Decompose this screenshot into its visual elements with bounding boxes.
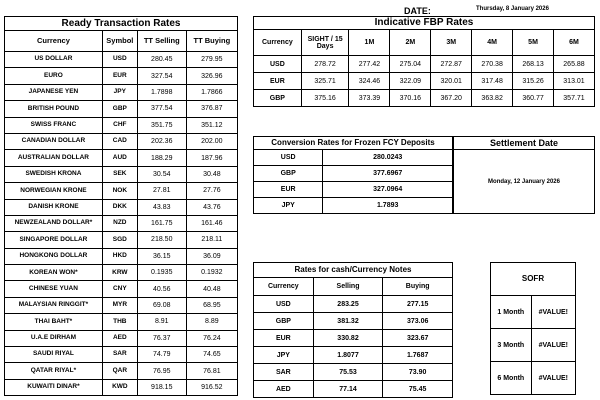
ready-rates-cell: 188.29 xyxy=(137,150,186,166)
fbp-cell: USD xyxy=(254,56,302,73)
settlement-date-table xyxy=(453,136,595,214)
ready-header-tt-buying: TT Buying xyxy=(186,31,237,52)
ready-rates-cell: 351.75 xyxy=(137,117,186,133)
ready-rates-cell: 218.11 xyxy=(186,232,237,248)
fbp-cell: GBP xyxy=(254,90,302,107)
cash-cell: 1.7687 xyxy=(383,347,453,364)
conversion-cell: 280.0243 xyxy=(323,150,453,166)
ready-transaction-rates-table xyxy=(4,16,238,396)
cash-cell: SAR xyxy=(254,364,314,381)
cash-cell: 373.06 xyxy=(383,313,453,330)
ready-rates-cell: 279.95 xyxy=(186,52,237,68)
fbp-header-sight: SIGHT / 15 Days xyxy=(301,30,349,56)
ready-rates-cell: 76.95 xyxy=(137,363,186,379)
sofr-cell: 3 Month xyxy=(491,329,532,362)
fbp-cell: 277.42 xyxy=(349,56,390,73)
ready-rates-cell: CNY xyxy=(102,281,137,297)
sofr-row xyxy=(491,296,576,329)
fbp-cell: 324.46 xyxy=(349,73,390,90)
ready-rates-cell: JPY xyxy=(102,84,137,100)
cash-cell: GBP xyxy=(254,313,314,330)
cash-cell: 381.32 xyxy=(313,313,383,330)
cash-cell: 330.82 xyxy=(313,330,383,347)
ready-rates-cell: KRW xyxy=(102,265,137,281)
ready-rates-body xyxy=(5,52,238,396)
ready-rates-cell: 76.81 xyxy=(186,363,237,379)
sofr-cell: #VALUE! xyxy=(531,362,575,395)
ready-rates-cell: 0.1935 xyxy=(137,265,186,281)
settlement-date-value: Monday, 12 January 2026 xyxy=(454,150,595,214)
fbp-cell: 325.71 xyxy=(301,73,349,90)
fbp-cell: 275.04 xyxy=(390,56,431,73)
ready-rates-row xyxy=(5,215,238,231)
ready-header-currency: Currency xyxy=(5,31,103,52)
ready-rates-cell: 0.1932 xyxy=(186,265,237,281)
ready-rates-cell: SAR xyxy=(102,347,137,363)
fbp-header-row xyxy=(254,30,595,56)
ready-rates-row xyxy=(5,379,238,395)
ready-rates-row xyxy=(5,117,238,133)
ready-rates-row xyxy=(5,133,238,149)
ready-rates-cell: 202.36 xyxy=(137,133,186,149)
cash-cell: 1.8077 xyxy=(313,347,383,364)
ready-rates-cell: 161.46 xyxy=(186,215,237,231)
fbp-cell: 268.13 xyxy=(513,56,554,73)
settlement-title: Settlement Date xyxy=(454,137,595,150)
date-value: Thursday, 8 January 2026 xyxy=(476,6,549,12)
cash-row xyxy=(254,296,453,313)
ready-rates-cell: SAUDI RIYAL xyxy=(5,347,103,363)
conversion-row xyxy=(254,150,453,166)
fbp-cell: 370.16 xyxy=(390,90,431,107)
fbp-cell: EUR xyxy=(254,73,302,90)
ready-rates-cell: 43.76 xyxy=(186,199,237,215)
conversion-cell: 327.0964 xyxy=(323,182,453,198)
fbp-cell: 373.39 xyxy=(349,90,390,107)
conversion-row xyxy=(254,166,453,182)
conversion-row xyxy=(254,198,453,214)
ready-rates-cell: AUSTRALIAN DOLLAR xyxy=(5,150,103,166)
ready-rates-cell: 376.87 xyxy=(186,101,237,117)
fbp-cell: 322.09 xyxy=(390,73,431,90)
cash-body xyxy=(254,296,453,398)
ready-header-tt-selling: TT Selling xyxy=(137,31,186,52)
ready-rates-row xyxy=(5,248,238,264)
ready-rates-cell: 916.52 xyxy=(186,379,237,395)
ready-rates-cell: 327.54 xyxy=(137,68,186,84)
ready-rates-cell: EURO xyxy=(5,68,103,84)
cash-row xyxy=(254,347,453,364)
ready-rates-cell: HKD xyxy=(102,248,137,264)
fbp-row xyxy=(254,73,595,90)
ready-rates-cell: 27.76 xyxy=(186,183,237,199)
ready-rates-row xyxy=(5,297,238,313)
ready-rates-cell: 8.91 xyxy=(137,314,186,330)
sofr-title: SOFR xyxy=(491,263,576,296)
ready-rates-cell: SWEDISH KRONA xyxy=(5,166,103,182)
conversion-cell: 377.6967 xyxy=(323,166,453,182)
conversion-body xyxy=(254,150,453,214)
cash-row xyxy=(254,364,453,381)
fbp-header-currency: Currency xyxy=(254,30,302,56)
ready-rates-row xyxy=(5,347,238,363)
ready-rates-row xyxy=(5,281,238,297)
ready-rates-cell: NOK xyxy=(102,183,137,199)
cash-row xyxy=(254,330,453,347)
ready-rates-cell: 76.24 xyxy=(186,330,237,346)
fbp-cell: 317.48 xyxy=(472,73,513,90)
ready-rates-cell: 76.37 xyxy=(137,330,186,346)
cash-cell: USD xyxy=(254,296,314,313)
fbp-cell: 360.77 xyxy=(513,90,554,107)
ready-rates-row xyxy=(5,363,238,379)
fbp-row xyxy=(254,90,595,107)
ready-rates-cell: CAD xyxy=(102,133,137,149)
ready-rates-cell: GBP xyxy=(102,101,137,117)
ready-rates-cell: 74.65 xyxy=(186,347,237,363)
sofr-cell: 6 Month xyxy=(491,362,532,395)
cash-cell: EUR xyxy=(254,330,314,347)
ready-rates-cell: CHINESE YUAN xyxy=(5,281,103,297)
ready-rates-row xyxy=(5,232,238,248)
conversion-row xyxy=(254,182,453,198)
ready-rates-cell: 351.12 xyxy=(186,117,237,133)
cash-header-buying: Buying xyxy=(383,278,453,296)
conversion-cell: EUR xyxy=(254,182,323,198)
ready-rates-cell: KUWAITI DINAR* xyxy=(5,379,103,395)
fbp-header-5m: 5M xyxy=(513,30,554,56)
ready-rates-cell: 8.89 xyxy=(186,314,237,330)
ready-rates-cell: 27.81 xyxy=(137,183,186,199)
cash-cell: 323.67 xyxy=(383,330,453,347)
sofr-cell: #VALUE! xyxy=(531,296,575,329)
ready-rates-cell: 43.83 xyxy=(137,199,186,215)
ready-rates-cell: 30.54 xyxy=(137,166,186,182)
cash-row xyxy=(254,381,453,398)
fbp-header-4m: 4M xyxy=(472,30,513,56)
ready-rates-cell: 377.54 xyxy=(137,101,186,117)
ready-rates-cell: EUR xyxy=(102,68,137,84)
conversion-rates-table xyxy=(253,136,453,214)
ready-rates-cell: DKK xyxy=(102,199,137,215)
ready-rates-cell: MYR xyxy=(102,297,137,313)
ready-header-symbol: Symbol xyxy=(102,31,137,52)
cash-title: Rates for cash/Currency Notes xyxy=(254,263,453,278)
cash-cell: 283.25 xyxy=(313,296,383,313)
ready-rates-cell: MALAYSIAN RINGGIT* xyxy=(5,297,103,313)
ready-rates-cell: JAPANESE YEN xyxy=(5,84,103,100)
conversion-cell: GBP xyxy=(254,166,323,182)
ready-rates-cell: BRITISH POUND xyxy=(5,101,103,117)
ready-rates-cell: DANISH KRONE xyxy=(5,199,103,215)
fbp-header-1m: 1M xyxy=(349,30,390,56)
ready-rates-cell: HONGKONG DOLLAR xyxy=(5,248,103,264)
cash-cell: 73.90 xyxy=(383,364,453,381)
ready-rates-row xyxy=(5,314,238,330)
cash-cell: 277.15 xyxy=(383,296,453,313)
ready-rates-cell: US DOLLAR xyxy=(5,52,103,68)
cash-cell: JPY xyxy=(254,347,314,364)
ready-rates-cell: 280.45 xyxy=(137,52,186,68)
ready-rates-row xyxy=(5,166,238,182)
cash-header-currency: Currency xyxy=(254,278,314,296)
cash-cell: AED xyxy=(254,381,314,398)
ready-rates-header-row xyxy=(5,31,238,52)
ready-rates-cell: NZD xyxy=(102,215,137,231)
fbp-cell: 278.72 xyxy=(301,56,349,73)
ready-rates-cell: 40.48 xyxy=(186,281,237,297)
sofr-body xyxy=(491,296,576,395)
ready-rates-cell: 326.96 xyxy=(186,68,237,84)
conversion-cell: 1.7893 xyxy=(323,198,453,214)
sofr-cell: #VALUE! xyxy=(531,329,575,362)
ready-rates-cell: KWD xyxy=(102,379,137,395)
ready-rates-cell: AED xyxy=(102,330,137,346)
ready-rates-cell: QATAR RIYAL* xyxy=(5,363,103,379)
ready-rates-row xyxy=(5,199,238,215)
ready-rates-cell: CHF xyxy=(102,117,137,133)
cash-cell: 75.45 xyxy=(383,381,453,398)
ready-rates-cell: 36.09 xyxy=(186,248,237,264)
ready-rates-row xyxy=(5,183,238,199)
ready-rates-title: Ready Transaction Rates xyxy=(5,17,238,31)
ready-rates-cell: 68.95 xyxy=(186,297,237,313)
ready-rates-cell: 187.96 xyxy=(186,150,237,166)
fbp-cell: 367.20 xyxy=(431,90,472,107)
conversion-cell: USD xyxy=(254,150,323,166)
ready-rates-cell: SEK xyxy=(102,166,137,182)
ready-rates-cell: 74.79 xyxy=(137,347,186,363)
ready-rates-cell: 161.75 xyxy=(137,215,186,231)
cash-row xyxy=(254,313,453,330)
ready-rates-cell: 218.50 xyxy=(137,232,186,248)
ready-rates-cell: 202.00 xyxy=(186,133,237,149)
ready-rates-cell: 30.48 xyxy=(186,166,237,182)
cash-header-selling: Selling xyxy=(313,278,383,296)
fbp-header-3m: 3M xyxy=(431,30,472,56)
ready-rates-row xyxy=(5,68,238,84)
cash-rates-table xyxy=(253,262,453,398)
fbp-cell: 313.01 xyxy=(554,73,595,90)
ready-rates-cell: AUD xyxy=(102,150,137,166)
fbp-cell: 375.16 xyxy=(301,90,349,107)
ready-rates-row xyxy=(5,265,238,281)
ready-rates-cell: THB xyxy=(102,314,137,330)
ready-rates-row xyxy=(5,150,238,166)
ready-rates-cell: 40.56 xyxy=(137,281,186,297)
ready-rates-cell: SWISS FRANC xyxy=(5,117,103,133)
fbp-body xyxy=(254,56,595,107)
fbp-cell: 320.01 xyxy=(431,73,472,90)
cash-header-row xyxy=(254,278,453,296)
ready-rates-row xyxy=(5,330,238,346)
conversion-cell: JPY xyxy=(254,198,323,214)
cash-cell: 77.14 xyxy=(313,381,383,398)
fbp-cell: 270.38 xyxy=(472,56,513,73)
fbp-title: Indicative FBP Rates xyxy=(254,17,595,30)
ready-rates-cell: SINGAPORE DOLLAR xyxy=(5,232,103,248)
ready-rates-cell: CANADIAN DOLLAR xyxy=(5,133,103,149)
sofr-cell: 1 Month xyxy=(491,296,532,329)
ready-rates-cell: 918.15 xyxy=(137,379,186,395)
ready-rates-cell: U.A.E DIRHAM xyxy=(5,330,103,346)
ready-rates-cell: 36.15 xyxy=(137,248,186,264)
ready-rates-row xyxy=(5,52,238,68)
ready-rates-cell: QAR xyxy=(102,363,137,379)
date-label: DATE: xyxy=(404,6,431,16)
fbp-header-2m: 2M xyxy=(390,30,431,56)
fbp-cell: 265.88 xyxy=(554,56,595,73)
ready-rates-cell: SGD xyxy=(102,232,137,248)
ready-rates-cell: KOREAN WON* xyxy=(5,265,103,281)
fbp-cell: 272.87 xyxy=(431,56,472,73)
fbp-cell: 357.71 xyxy=(554,90,595,107)
sofr-table xyxy=(490,262,576,395)
ready-rates-cell: USD xyxy=(102,52,137,68)
conversion-title: Conversion Rates for Frozen FCY Deposits xyxy=(254,137,453,150)
fbp-row xyxy=(254,56,595,73)
fbp-cell: 363.82 xyxy=(472,90,513,107)
ready-rates-cell: 1.7898 xyxy=(137,84,186,100)
ready-rates-row xyxy=(5,84,238,100)
sofr-row xyxy=(491,329,576,362)
fbp-cell: 315.26 xyxy=(513,73,554,90)
ready-rates-cell: 1.7866 xyxy=(186,84,237,100)
cash-cell: 75.53 xyxy=(313,364,383,381)
indicative-fbp-rates-table xyxy=(253,16,595,107)
ready-rates-cell: NORWEGIAN KRONE xyxy=(5,183,103,199)
ready-rates-cell: THAI BAHT* xyxy=(5,314,103,330)
ready-rates-row xyxy=(5,101,238,117)
ready-rates-cell: NEWZEALAND DOLLAR* xyxy=(5,215,103,231)
sofr-row xyxy=(491,362,576,395)
fbp-header-6m: 6M xyxy=(554,30,595,56)
ready-rates-cell: 69.08 xyxy=(137,297,186,313)
